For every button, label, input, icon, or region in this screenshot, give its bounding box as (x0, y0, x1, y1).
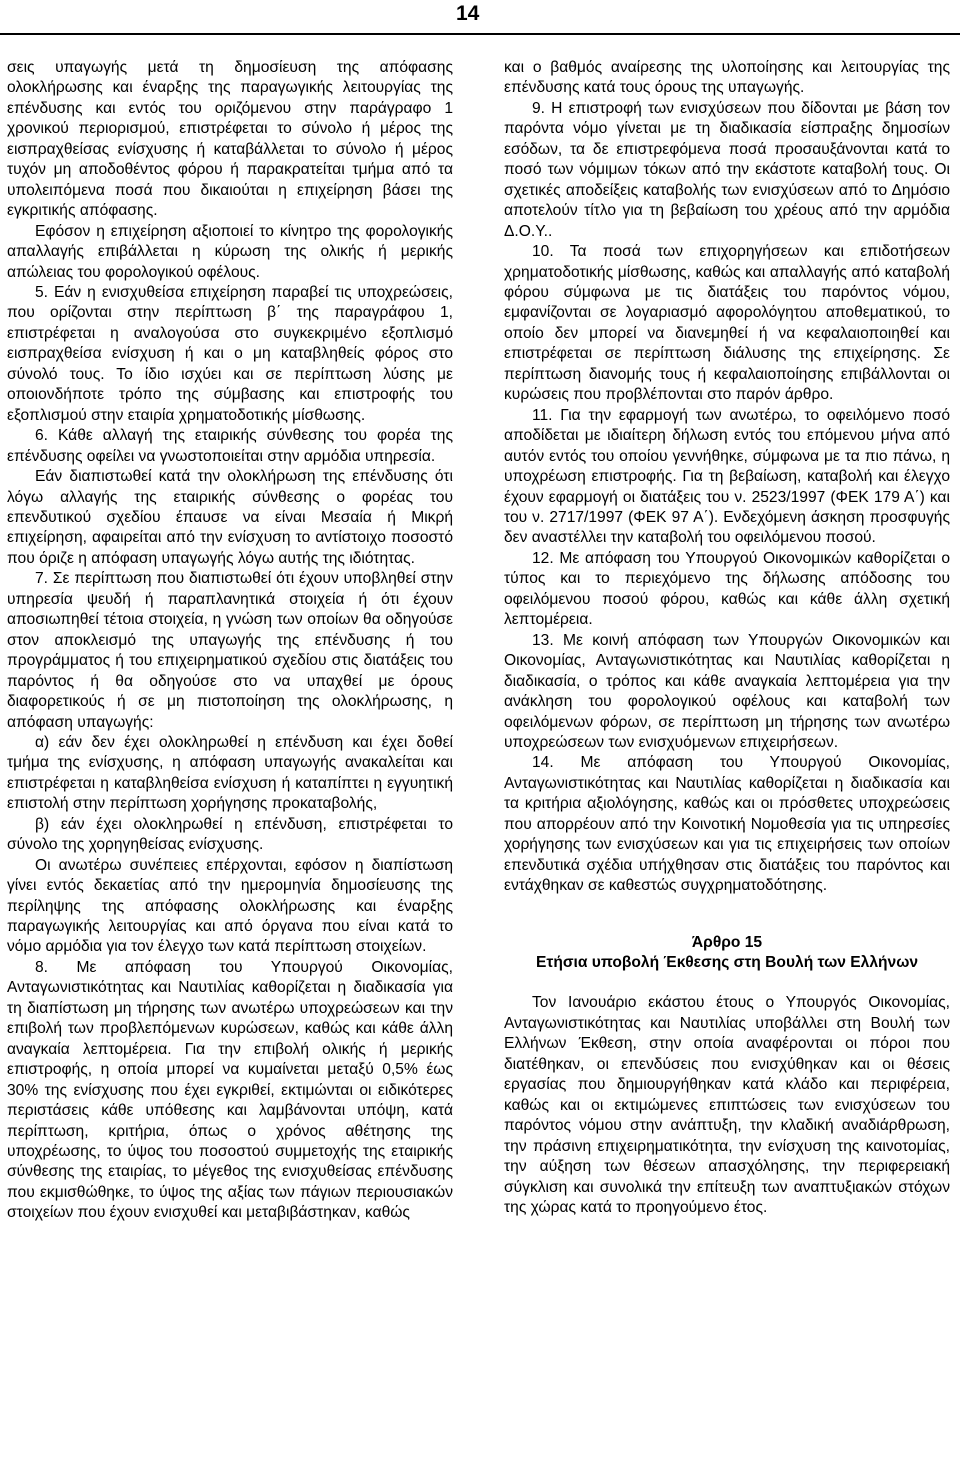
paragraph: 12. Με απόφαση του Υπουργού Οικονομικών καθορίζεται ο τύπος και το περιεχόμενο της δήλωσης απόδοσης του οφειλόμενου ποσού φόρου, καθώς και κάθε άλλη σχετική λεπτομέρεια. (504, 549, 950, 629)
paragraph: 6. Κάθε αλλαγή της εταιρικής σύνθεσης του φορέα της επένδυσης οφείλει να γνωστοποιείται στην αρμόδια υπηρεσία. (7, 427, 453, 465)
article-body-paragraph: Τον Ιανουάριο εκάστου έτους ο Υπουργός Οικονομίας, Ανταγωνιστικότητας και Ναυτιλίας υποβάλλει στη Βουλή των Ελλήνων Έκθεση, στην οποία αναφέρονται οι πόροι που διατέθηκαν, οι επενδύσεις που ενισχύθηκαν και οι θέσεις εργασίας που δημιουργήθηκαν κατά κλάδο και περιφέρεια, καθώς και οι εκτιμώμενες επιπτώσεις των ενισχύσεων του παρόντος νόμου στην ανάπτυξη, την κλαδική αναδιάρθρωση, την πράσινη επιχειρηματικότητα, την ενίσχυση της καινοτομίας, την αύξηση των θέσεων απασχόλησης, την περιφερειακή σύγκλιση και συνολικά την επίτευξη των αναπτυξιακών στόχων της χώρας κατά το προηγούμενο έτος. (504, 994, 950, 1217)
article-number: Άρθρο 15 (691, 933, 763, 951)
article-heading (504, 933, 950, 974)
article-title: Ετήσια υποβολή Έκθεσης στη Βουλή των Ελλήνων (535, 954, 919, 972)
paragraph: Εφόσον η επιχείρηση αξιοποιεί το κίνητρο της φορολογικής απαλλαγής επιβάλλεται η κύρωση της ολικής ή μερικής απώλειας του φορολογικού οφέλους. (7, 222, 453, 281)
paragraph: β) εάν έχει ολοκληρωθεί η επένδυση, επιστρέφεται το σύνολο της χορηγηθείσας ενίσχυσης. (7, 815, 453, 854)
page-number: 14 (456, 2, 480, 25)
page-header (0, 0, 960, 34)
paragraph: 5. Εάν η ενισχυθείσα επιχείρηση παραβεί τις υποχρεώσεις, που ορίζονται στην περίπτωση β΄ της παραγράφου 1, επιστρέφεται η αναλογούσα στο συγκεκριμένο εξοπλισμό εισπραχθείσα ενίσχυση ή και ο μη καταβληθείς φόρος στο σύνολό τους. Το ίδιο ισχύει και σε περίπτωση λύσης με οποιονδήποτε τρόπο της σύμβασης και επιστροφής του εξοπλισμού στην εταιρία χρηματοδοτικής μίσθωσης. (7, 283, 453, 424)
paragraph: 7. Σε περίπτωση που διαπιστωθεί ότι έχουν υποβληθεί στην υπηρεσία ψευδή ή παραπλανητικά στοιχεία ή ότι έχουν αποσιωπηθεί τέτοια στοιχεία, η γνώση των οποίων θα οδηγούσε στον αποκλεισμό της υπαγωγής της επένδυσης ή του προγράμματος ή του επιχειρηματικού σχεδίου στις διατάξεις του παρόντος ή θα οδηγούσε στο να υπαχθεί με όρους διαφορετικούς ή σε μη πιστοποίηση της ολοκλήρωσης, η απόφαση υπαγωγής: (7, 570, 453, 731)
header-rule (0, 33, 960, 35)
paragraph: Εάν διαπιστωθεί κατά την ολοκλήρωση της επένδυσης ότι λόγω αλλαγής της εταιρικής σύνθεσης ο φορέας του επενδυτικού σχεδίου έπαυσε να είναι Μεσαία ή Μικρή επιχείρηση, αφαιρείται από την ενίσχυση το αντίστοιχο ποσοστό που όριζε η απόφαση υπαγωγής λόγω αυτής της ιδιότητας. (7, 468, 453, 567)
paragraph: σεις υπαγωγής μετά τη δημοσίευση της απόφασης ολοκλήρωσης και έναρξης της παραγωγικής λειτουργίας της επένδυσης και εντός του οριζόμενου στην παράγραφο 1 χρονικού περιορισμού, επιστρέφεται το σύνολο ή μέρος της εισπραχθείσας ενίσχυσης ή καταβάλλεται το σύνολο ή μέρος τυχόν μη αποδοθέντος φόρου ή παρακρατείται τμήμα από τα υπολειπόμενα ποσά που δικαιούται η επιχείρηση βάσει της εγκριτικής απόφασης. (7, 59, 453, 220)
paragraph: 9. Η επιστροφή των ενισχύσεων που δίδονται με βάση τον παρόντα νόμο γίνεται με τη διαδικασία είσπραξης δημοσίων εσόδων, τα δε επιστρεφόμενα ποσά προσαυξάνονται κατά το ποσό των νόμιμων τόκων από την εκάστοτε καταβολή τους. Οι σχετικές αποδείξεις καταβολής των ενισχύσεων από το Δημόσιο αποτελούν τίτλο για τη βεβαίωση του χρέους από την αρμόδια Δ.Ο.Υ.. (504, 99, 950, 240)
paragraph: Οι ανωτέρω συνέπειες επέρχονται, εφόσον η διαπίστωση γίνει εντός δεκαετίας από την ημερομηνία δημοσίευσης της περίληψης της απόφασης ολοκλήρωσης και έναρξης παραγωγικής λειτουργίας και από όργανα που είναι κατά το νόμο αρμόδια για τον έλεγχο των κατά περίπτωση στοιχείων. (7, 856, 453, 956)
right-column (504, 58, 950, 1218)
paragraph: 11. Για την εφαρμογή των ανωτέρω, το οφειλόμενο ποσό αποδίδεται με ιδιαίτερη δήλωση εντός του επόμενου μήνα από αυτόν εντός του οποίου γεννήθηκε, σύμφωνα με τα πιο πάνω, η υποχρέωση επιστροφής. Για τη βεβαίωση, καταβολή και έλεγχο έχουν εφαρμογή οι διατάξεις του ν. 2523/1997 (ΦΕΚ 179 Α΄) και του ν. 2717/1997 (ΦΕΚ 97 Α΄). Ενδεχόμενη άσκηση προσφυγής δεν αναστέλλει την καταβολή του οφειλόμενου ποσού. (504, 406, 950, 547)
paragraph: και ο βαθμός αναίρεσης της υλοποίησης και λειτουργίας της επένδυσης κατά τους όρους της υπαγωγής. (504, 59, 950, 97)
paragraph: 10. Τα ποσά των επιχορηγήσεων και επιδοτήσεων χρηματοδοτικής μίσθωσης, καθώς και απαλλαγής από καταβολή φόρου σύμφωνα με τις διατάξεις του παρόντος νόμου, εμφανίζονται σε λογαριασμό αφορολόγητου αποθεματικού, το οποίο δεν μπορεί να διανεμηθεί ή να κεφαλαιοποιηθεί και επιστρέφεται σε περίπτωση διάλυσης της επιχείρησης. Σε περίπτωση διανομής τους ή κεφαλαιοποίησης επιβάλλονται οι κυρώσεις που προβλέπονται στο παρόν άρθρο. (504, 243, 950, 404)
paragraph: α) εάν δεν έχει ολοκληρωθεί η επένδυση και έχει δοθεί τμήμα της ενίσχυσης, η απόφαση υπαγωγής ανακαλείται και επιστρέφεται η καταβληθείσα ενίσχυση ή καταπίπτει η εγγυητική επιστολή στην περίπτωση χορήγησης προκαταβολής, (7, 733, 453, 813)
paragraph: 13. Με κοινή απόφαση των Υπουργών Οικονομικών και Οικονομίας, Ανταγωνιστικότητας και Ναυτιλίας καθορίζεται η διαδικασία, ο τρόπος και κάθε αναγκαία λεπτομέρεια για την ανάκληση του φορολογικού οφέλους και καταβολή των οφειλόμενων φόρων, σε περίπτωση μη τήρησης των ανωτέρω υποχρεώσεων των ενισχυόμενων επιχειρήσεων. (504, 631, 950, 751)
paragraph: 8. Με απόφαση του Υπουργού Οικονομίας, Ανταγωνιστικότητας και Ναυτιλίας καθορίζεται η διαδικασία για τη διαπίστωση μη τήρησης των ανωτέρω υποχρεώσεων και την επιβολή των προβλεπόμενων κυρώσεων, καθώς και κάθε άλλη αναγκαία λεπτομέρεια. Για την επιβολή ολικής ή μερικής επιστροφής, η οποία μπορεί να κυμαίνεται μεταξύ 0,5% έως 30% της ενίσχυσης που έχει εγκριθεί, εκτιμώνται οι ειδικότερες περιστάσεις κάθε υπόθεσης και λαμβάνονται υπόψη, κατά περίπτωση, κριτήρια, όπως ο χρόνος αθέτησης της υποχρέωσης, το ύψος του ποσοστού συμμετοχής της εταιρικής σύνθεσης της εταιρίας, το μέγεθος της ενισχυθείσας επένδυσης που εκμισθώθηκε, το ύψος της αξίας των πάγιων περιουσιακών στοιχείων που έχουν ενισχυθεί και μεταβιβάστηκαν, καθώς (7, 958, 453, 1222)
left-column (7, 58, 453, 1224)
paragraph: 14. Με απόφαση του Υπουργού Οικονομίας, Ανταγωνιστικότητας και Ναυτιλίας καθορίζεται η διαδικασία και τα κριτήρια αξιολόγησης, καθώς και οι πρόσθετες υποχρεώσεις που απορρέουν από την Κοινοτική Νομοθεσία για τις υπηρεσίες χορήγησης των ενισχύσεων και για τις επιχειρήσεις των οποίων επενδυτικά σχέδια υπήχθησαν στις διατάξεις του παρόντος και εντάχθηκαν σε καθεστώς συγχρηματοδότησης. (504, 754, 950, 895)
